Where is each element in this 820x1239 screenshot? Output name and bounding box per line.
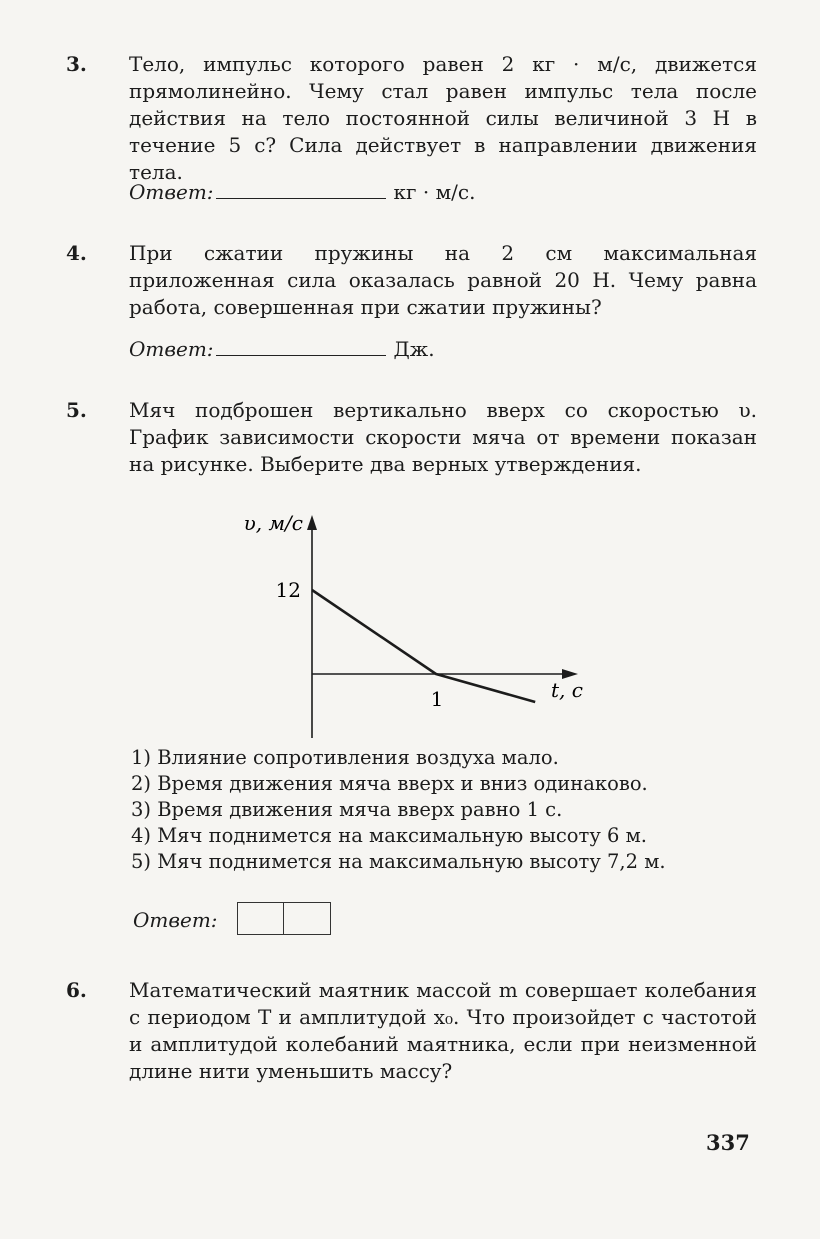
answer-unit: Дж. — [393, 337, 435, 361]
problem-text: Тело, импульс которого равен 2 кг · м/с, движется прямолинейно. Чему стал равен импульс тела после действия на тело постоянной силы величиной 3 Н в течение 5 с? Сила действует в направлении движения тела. — [129, 52, 757, 184]
x-axis-label: t, с — [551, 678, 583, 702]
answer-blank[interactable] — [216, 335, 386, 356]
answer-label: Ответ: — [129, 337, 214, 361]
y-axis-arrow-icon — [307, 515, 317, 530]
answer-label: Ответ: — [129, 180, 214, 204]
option-1: 1) Влияние сопротивления воздуха мало. — [131, 746, 559, 769]
answer-line — [129, 178, 475, 206]
answer-boxes — [237, 902, 331, 935]
problem-number: 4. — [66, 241, 87, 265]
y-axis-label: υ, м/с — [243, 511, 303, 535]
problem-number: 3. — [66, 52, 87, 76]
answer-blank[interactable] — [216, 178, 386, 199]
answer-options — [131, 745, 666, 875]
answer-box-2[interactable] — [284, 902, 331, 935]
velocity-time-graph — [200, 500, 600, 745]
velocity-series-line — [312, 590, 535, 702]
option-5: 5) Мяч поднимется на максимальную высоту 7,2 м. — [131, 850, 666, 873]
answer-box-1[interactable] — [237, 902, 284, 935]
y-axis — [307, 515, 317, 738]
x-tick-label: 1 — [430, 687, 444, 711]
problem-number: 5. — [66, 398, 87, 422]
y-tick-label: 12 — [275, 578, 301, 602]
option-4: 4) Мяч поднимется на максимальную высоту 6 м. — [131, 824, 647, 847]
problem-text: При сжатии пружины на 2 см максимальная приложенная сила оказалась равной 20 Н. Чему равна работа, совершенная при сжатии пружины? — [129, 241, 757, 319]
answer-line — [133, 907, 218, 934]
answer-unit: кг · м/с. — [393, 180, 476, 204]
option-3: 3) Время движения мяча вверх равно 1 с. — [131, 798, 563, 821]
page-number: 337 — [706, 1130, 750, 1155]
answer-line — [129, 335, 435, 363]
problem-number: 6. — [66, 978, 87, 1002]
problem-text: Математический маятник массой m совершает колебания с периодом T и амплитудой x₀. Что произойдет с частотой и амплитудой колебаний маятника, если при неизменной длине нити уменьшить массу? — [129, 978, 757, 1083]
answer-label: Ответ: — [133, 908, 218, 932]
velocity-series-points — [312, 590, 535, 702]
problem-text: Мяч подброшен вертикально вверх со скоростью υ. График зависимости скорости мяча от времени показан на рисунке. Выберите два верных утверждения. — [129, 398, 757, 476]
option-2: 2) Время движения мяча вверх и вниз одинаково. — [131, 772, 648, 795]
